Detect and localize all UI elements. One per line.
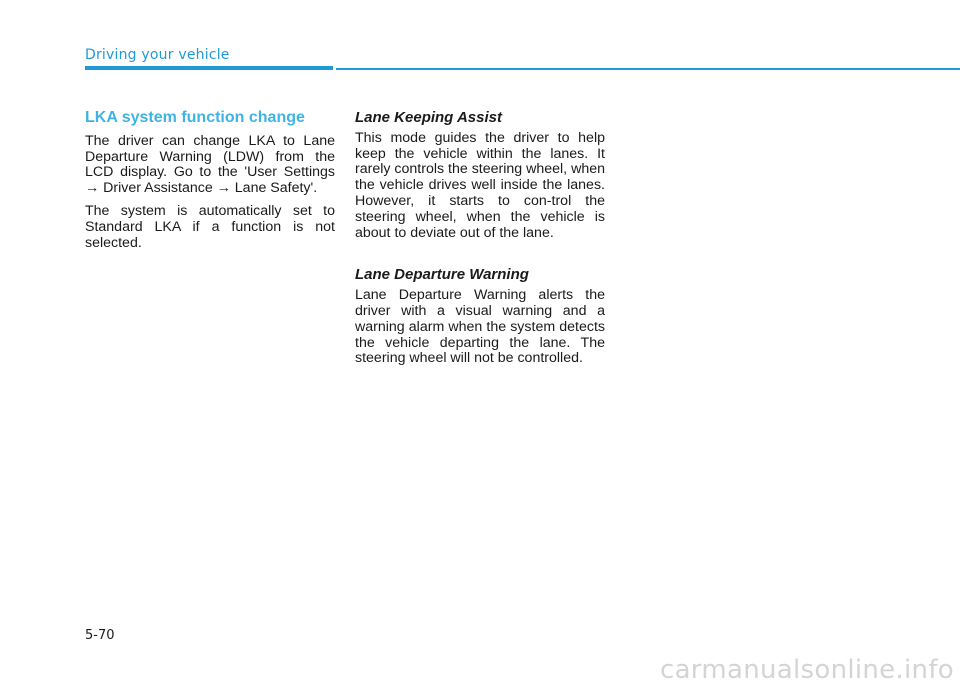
left-column [85, 110, 335, 258]
lka-default-paragraph: The system is automatically set to Standard LKA if a function is not selected. [85, 202, 335, 251]
header-rule-thick [85, 66, 333, 70]
header-rule-thin [336, 68, 960, 70]
page-number: 5-70 [85, 628, 115, 643]
lane-keeping-assist-text: This mode guides the driver to help keep the vehicle within the lanes. It rarely controls the steering wheel, when the vehicle drives well inside the lanes. However, it starts to con-trol the steering wheel, when the vehicle is about to deviate out of the lane. [355, 129, 605, 241]
lka-change-paragraph: The driver can change LKA to Lane Departure Warning (LDW) from the LCD display. Go to the 'User Settings → Driver Assistance → Lane Safety'. [85, 132, 335, 197]
lane-keeping-assist-heading: Lane Keeping Assist [355, 109, 502, 126]
lka-function-change-heading: LKA system function change [85, 109, 305, 126]
watermark: carmanualsonline.info [659, 655, 954, 685]
section-gap [355, 248, 605, 267]
right-column [355, 110, 605, 374]
lane-departure-warning-text: Lane Departure Warning alerts the driver with a visual warning and a warning alarm when the system detects the vehicle departing the lane. The steering wheel will not be controlled. [355, 287, 605, 367]
section-title: Driving your vehicle [85, 47, 230, 63]
lane-departure-warning-heading: Lane Departure Warning [355, 266, 529, 284]
